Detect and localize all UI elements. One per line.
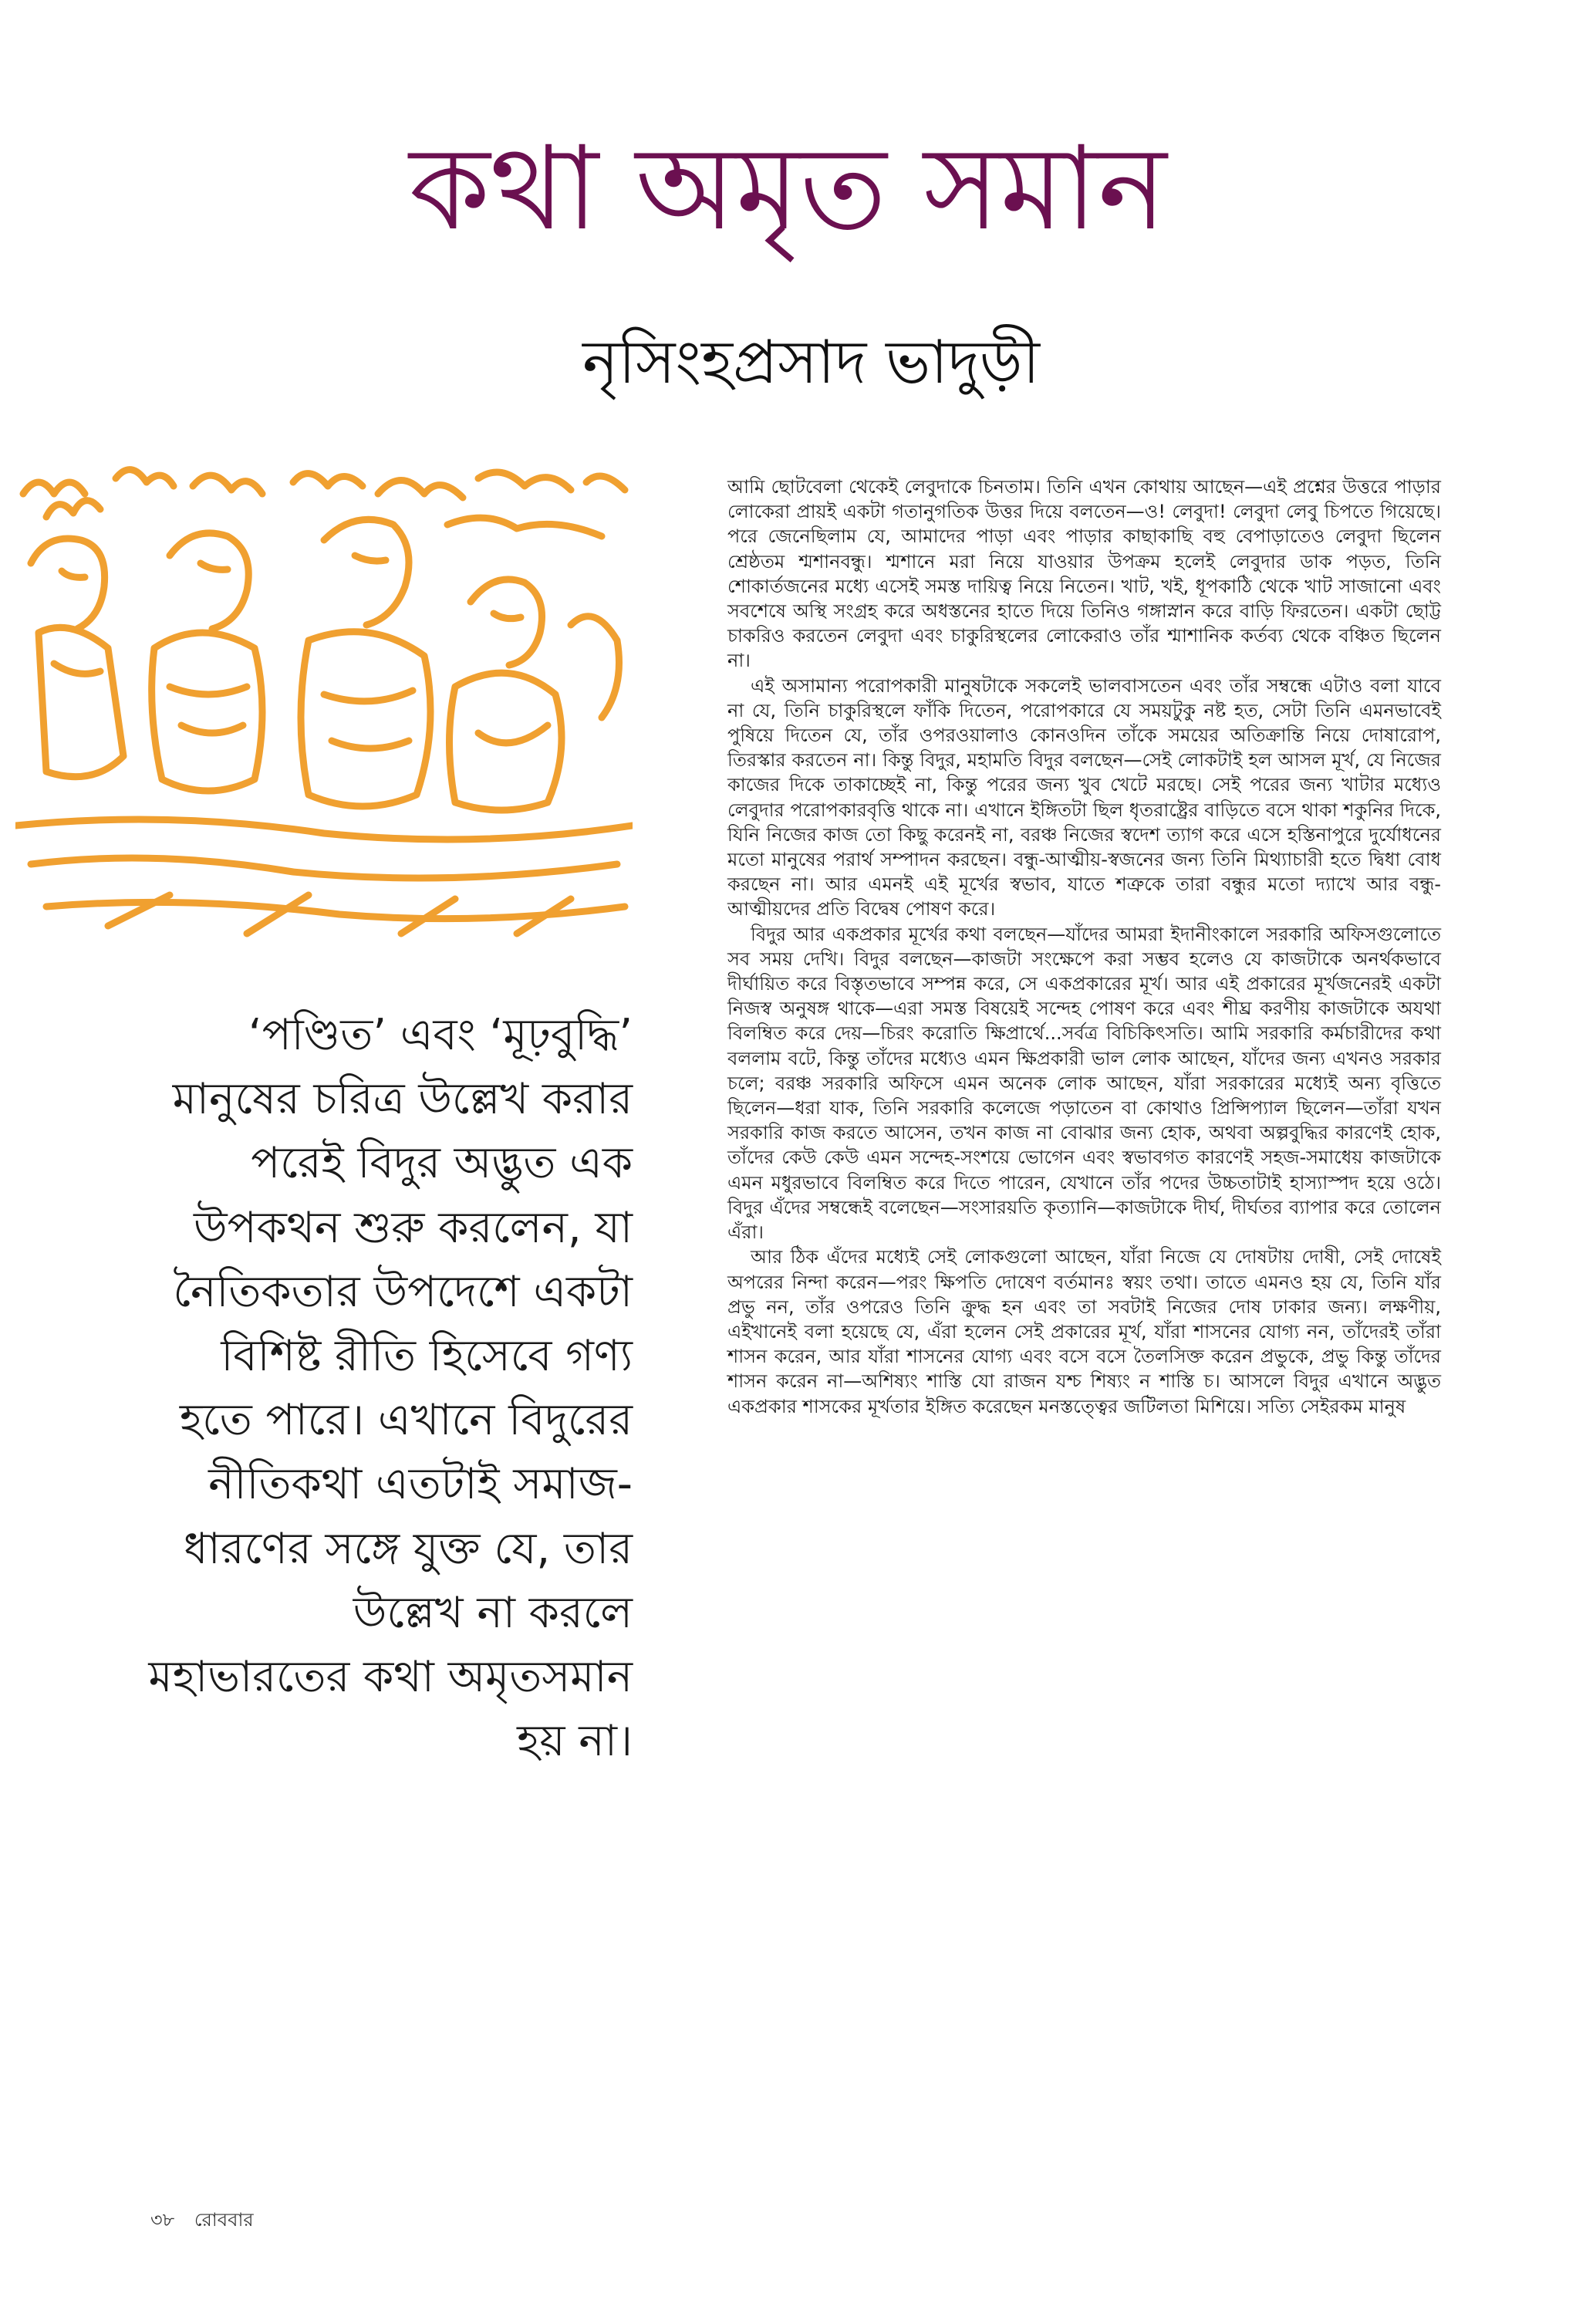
magazine-name: রোববার [194,2209,254,2231]
pull-quote: ‘পণ্ডিত’ এবং ‘মূঢ়বুদ্ধি’ মানুষের চরিত্র উল্লেখ করার পরেই বিদুর অদ্ভুত এক উপকথন শুরু করলেন, যা নৈতিকতার উপদেশে একটা বিশিষ্ট রীতি হিসেবে গণ্য হতে পারে। এখানে বিদুরের নীতিকথা এতটাই সমাজ-ধারণের সঙ্গে যুক্ত যে, তার উল্লেখ না করলে মহাভারতের কথা অমৃতসমান হয় না। [148,1010,633,1767]
article-author: নৃসিংহপ্রসাদ ভাদুড়ী [582,328,1040,397]
body-paragraph: বিদুর আর একপ্রকার মূর্খের কথা বলছেন—যাঁদের আমরা ইদানীংকালে সরকারি অফিসগুলোতে সব সময় দেখি। বিদুর বলছেন—কাজটা সংক্ষেপে করা সম্ভব হলেও যে কাজটাকে অনর্থকভাবে দীর্ঘায়িত করে বিস্তৃতভাবে সম্পন্ন করে, সে একপ্রকারের মূর্খ। আর এই প্রকারের মূর্খজনেরই একটা নিজস্ব অনুষঙ্গ থাকে—এরা সমস্ত বিষয়েই সন্দেহ পোষণ করে এবং শীঘ্র করণীয় কাজটাকে অযথা বিলম্বিত করে দেয়—চিরং করোতি ক্ষিপ্রার্থে...সর্বত্র বিচিকিৎসতি। আমি সরকারি কর্মচারীদের কথা বললাম বটে, কিন্তু তাঁদের মধ্যেও এমন ক্ষিপ্রকারী ভাল লোক আছেন, যাঁদের জন্য এখনও সরকার চলে; বরঞ্চ সরকারি অফিসে এমন অনেক লোক আছেন, যাঁরা সরকারের মধ্যেই অন্য বৃত্তিতে ছিলেন—ধরা যাক, তিনি সরকারি কলেজে পড়াতেন বা কোথাও প্রিন্সিপ্যাল ছিলেন—তাঁরা যখন সরকারি কাজ করতে আসেন, তখন কাজ না বোঝার জন্য হোক, অথবা অল্পবুদ্ধির কারণেই হোক, তাঁদের কেউ কেউ এমন সন্দেহ-সংশয়ে ভোগেন এবং স্বভাবগত কারণেই সহজ-সমাধেয় কাজটাকে এমন মধুরভাবে বিলম্বিত করে দিতে পারেন, যেখানে তাঁর পদের উচ্চতাটাই হাস্যাস্পদ হয়ে ওঠে। বিদুর এঁদের সম্বন্ধেই বলেছেন—সংসারয়তি কৃত্যানি—কাজটাকে দীর্ঘ, দীর্ঘতর ব্যাপার করে তোলেন এঁরা। [727,923,1441,1244]
article-title: কথা অমৃত সমান [409,122,1167,256]
illustration [15,463,633,941]
page-number: ৩৮ [150,2209,175,2231]
body-paragraph: এই অসামান্য পরোপকারী মানুষটাকে সকলেই ভালবাসতেন এবং তাঁর সম্বন্ধে এটাও বলা যাবে না যে, তিনি চাকুরিস্থলে ফাঁকি দিতেন, পরোপকারে যে সময়টুকু নষ্ট হত, সেটা তিনি এমনভাবেই পুষিয়ে দিতেন যে, তাঁর ওপরওয়ালাও কোনওদিন তাঁকে সময়ের অতিক্রান্তি নিয়ে দোষারোপ, তিরস্কার করতেন না। কিন্তু বিদুর, মহামতি বিদুর বলছেন—সেই লোকটাই হল আসল মূর্খ, যে নিজের কাজের দিকে তাকাচ্ছেই না, কিন্তু পরের জন্য খুব খেটে মরছে। সেই পরের জন্য খাটার মধ্যেও লেবুদার পরোপকারবৃত্তি থাকে না। এখানে ইঙ্গিতটা ছিল ধৃতরাষ্ট্রের বাড়িতে বসে থাকা শকুনির দিকে, যিনি নিজের কাজ তো কিছু করেনই না, বরঞ্চ নিজের স্বদেশ ত্যাগ করে এসে হস্তিনাপুরে দুর্যোধনের মতো মানুষের পরার্থ সম্পাদন করছেন। বন্ধু-আত্মীয়-স্বজনের জন্য তিনি মিথ্যাচারী হতে দ্বিধা বোধ করছেন না। আর এমনই এই মূর্খের স্বভাব, যাতে শত্রুকে তারা বন্ধুর মতো দ্যাখে আর বন্ধু-আত্মীয়দের প্রতি বিদ্বেষ পোষণ করে। [727,674,1441,920]
sages-illustration-icon [15,463,633,941]
body-paragraph: আর ঠিক এঁদের মধ্যেই সেই লোকগুলো আছেন, যাঁরা নিজে যে দোষটায় দোষী, সেই দোষেই অপরের নিন্দা করেন—পরং ক্ষিপতি দোষেণ বর্তমানঃ স্বয়ং তথা। তাতে এমনও হয় যে, তিনি যাঁর প্রভু নন, তাঁর ওপরেও তিনি ক্রুদ্ধ হন এবং তা সবটাই নিজের দোষ ঢাকার জন্য। লক্ষণীয়, এইখানেই বলা হয়েছে যে, এঁরা হলেন সেই প্রকারের মূর্খ, যাঁরা শাসনের যোগ্য নন, তাঁদেরই তাঁরা শাসন করেন, আর যাঁরা শাসনের যোগ্য এবং বসে বসে তৈলসিক্ত করেন প্রভুকে, প্রভু কিন্তু তাঁদের শাসন করেন না—অশিষ্যং শাস্তি যো রাজন যশ্চ শিষ্যং ন শাস্তি চ। আসলে বিদুর এখানে অদ্ভুত একপ্রকার শাসকের মূর্খতার ইঙ্গিত করেছেন মনস্তত্ত্বের জটিলতা মিশিয়ে। সত্যি সেইরকম মানুষ [727,1246,1441,1417]
article-body [727,475,1441,1419]
body-paragraph: আমি ছোটবেলা থেকেই লেবুদাকে চিনতাম। তিনি এখন কোথায় আছেন—এই প্রশ্নের উত্তরে পাড়ার লোকেরা প্রায়ই একটা গতানুগতিক উত্তর দিয়ে বলতেন—ও! লেবুদা! লেবুদা লেবু চিপতে গিয়েছে। পরে জেনেছিলাম যে, আমাদের পাড়া এবং পাড়ার কাছাকাছি বহু বেপাড়াতেও লেবুদা ছিলেন শ্রেষ্ঠতম শ্মশানবন্ধু। শ্মশানে মরা নিয়ে যাওয়ার উপক্রম হলেই লেবুদার ডাক পড়ত, তিনি শোকার্তজনের মধ্যে এসেই সমস্ত দায়িত্ব নিয়ে নিতেন। খাট, খই, ধূপকাঠি থেকে খাট সাজানো এবং সবশেষে অস্থি সংগ্রহ করে অধস্তনের হাতে দিয়ে তিনিও গঙ্গাস্নান করে বাড়ি ফিরতেন। একটা ছোট্ট চাকরিও করতেন লেবুদা এবং চাকুরিস্থলের লোকেরাও তাঁর শ্মাশানিক কর্তব্য থেকে বঞ্চিত ছিলেন না। [727,476,1441,672]
page-footer [150,2208,268,2231]
